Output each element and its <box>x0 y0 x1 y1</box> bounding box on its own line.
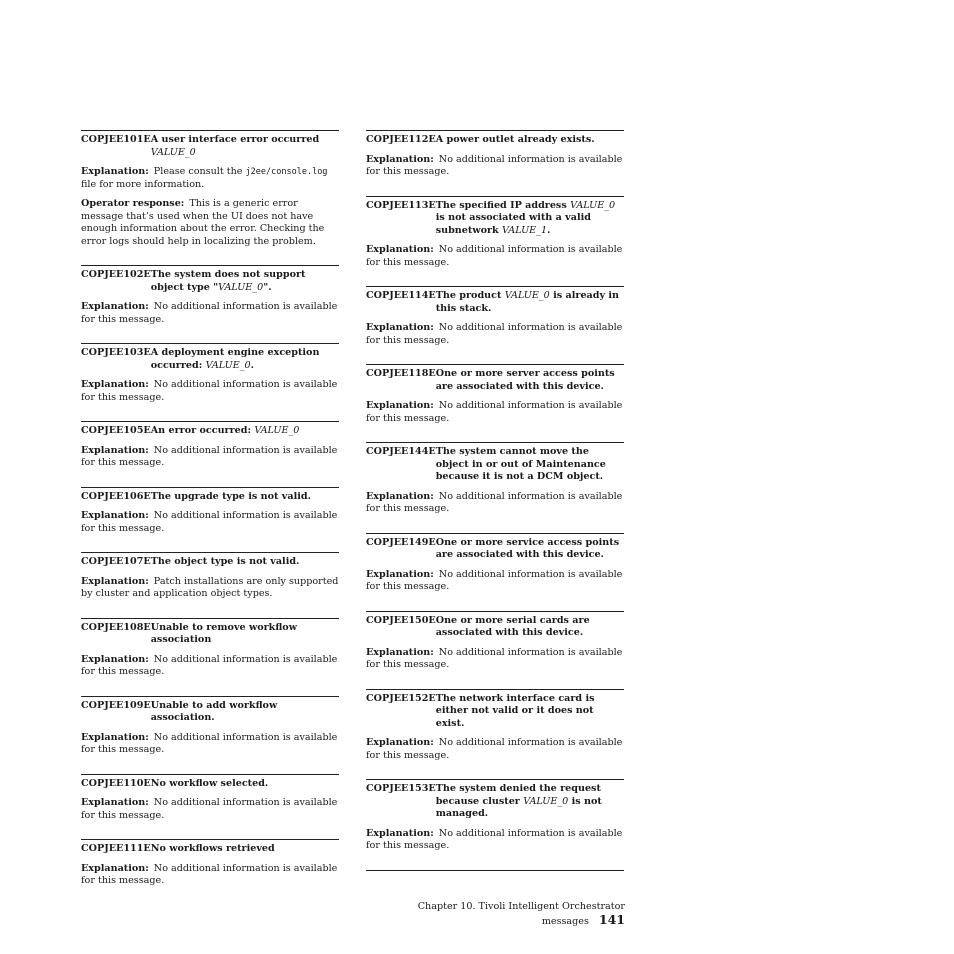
message-entry <box>81 618 339 679</box>
text-segment: No additional information is available for this message. <box>366 646 623 670</box>
variable-placeholder: VALUE_0 <box>254 425 300 436</box>
paragraph-label: Explanation: <box>81 731 149 743</box>
message-title <box>151 491 339 504</box>
text-segment: An error occurred: <box>150 425 255 436</box>
message-title <box>151 843 339 856</box>
text-segment: A user interface error occurred <box>150 134 320 145</box>
text-segment: No additional information is available for this message. <box>366 737 623 761</box>
message-entry <box>81 487 339 536</box>
message-title <box>436 200 624 238</box>
paragraph-label: Explanation: <box>366 244 434 255</box>
message-paragraph <box>366 491 624 516</box>
text-segment: No additional information is available for this message. <box>81 862 338 886</box>
message-header <box>81 778 339 791</box>
text-segment: ". <box>263 281 272 293</box>
paragraph-label: Explanation: <box>81 444 149 456</box>
message-entry <box>366 196 624 270</box>
text-segment: No additional information is available for this message. <box>81 510 338 534</box>
text-segment: No additional information is available for this message. <box>366 490 623 514</box>
message-paragraph <box>366 647 624 672</box>
message-paragraph <box>366 244 624 269</box>
text-segment: No workflows retrieved <box>150 843 275 854</box>
message-header <box>81 134 339 159</box>
message-id: COPJEE108E <box>81 621 151 633</box>
message-header <box>366 446 624 484</box>
text-segment: The system denied the request because cluster <box>435 783 601 807</box>
message-entry <box>366 611 624 672</box>
message-header <box>366 537 624 562</box>
message-paragraph <box>366 737 624 762</box>
message-id: COPJEE109E <box>81 699 151 711</box>
message-paragraph <box>81 510 339 535</box>
text-segment: Unable to add workflow association. <box>150 699 278 723</box>
paragraph-label: Explanation: <box>81 653 149 665</box>
text-segment: No additional information is available for this message. <box>81 731 338 755</box>
text-segment: . <box>250 359 254 371</box>
text-segment: The specified IP address <box>435 199 571 211</box>
text-segment: One or more server access points are associated with this device. <box>435 368 615 392</box>
text-segment: No additional information is available for this message. <box>81 444 338 468</box>
text-segment: No additional information is available for this message. <box>366 322 623 346</box>
paragraph-label: Explanation: <box>81 575 149 587</box>
message-header <box>81 556 339 569</box>
text-segment: No additional information is available for this message. <box>366 827 623 851</box>
footer-chapter: Chapter 10. Tivoli Intelligent Orchestrator messages <box>417 901 625 927</box>
message-entry <box>366 689 624 763</box>
message-header <box>81 843 339 856</box>
message-entry <box>81 265 339 326</box>
message-entry <box>81 696 339 757</box>
message-title <box>436 290 624 315</box>
message-header <box>81 269 339 294</box>
paragraph-label: Explanation: <box>366 322 434 333</box>
text-segment: The object type is not valid. <box>150 556 300 567</box>
text-segment: file for more information. <box>81 178 205 190</box>
text-segment: A power outlet already exists. <box>435 134 595 145</box>
paragraph-label: Explanation: <box>81 166 149 177</box>
message-entry <box>81 839 339 888</box>
variable-placeholder: VALUE_0 <box>570 199 616 211</box>
message-title <box>151 347 339 372</box>
message-entry <box>366 533 624 594</box>
message-title <box>151 622 339 647</box>
message-header <box>366 200 624 238</box>
message-entry <box>81 774 339 823</box>
paragraph-label: Explanation: <box>366 490 434 502</box>
message-title <box>436 368 624 393</box>
message-paragraph <box>81 198 339 248</box>
message-title <box>151 425 339 438</box>
message-entry <box>81 552 339 601</box>
paragraph-label: Explanation: <box>366 153 434 165</box>
message-header <box>81 425 339 438</box>
message-title <box>151 700 339 725</box>
message-id: COPJEE118E <box>366 368 436 379</box>
paragraph-label: Explanation: <box>366 827 434 839</box>
message-header <box>366 134 624 147</box>
message-title <box>436 783 624 821</box>
message-title <box>436 446 624 484</box>
message-title <box>151 778 339 791</box>
message-paragraph <box>366 828 624 853</box>
paragraph-label: Explanation: <box>81 379 149 390</box>
message-paragraph <box>366 569 624 594</box>
message-id: COPJEE106E <box>81 490 151 502</box>
message-entry <box>366 442 624 516</box>
message-id: COPJEE111E <box>81 843 151 854</box>
message-id: COPJEE153E <box>366 783 436 794</box>
text-segment: The product <box>435 290 505 301</box>
message-title <box>151 269 339 294</box>
message-title <box>436 537 624 562</box>
text-segment: No additional information is available for this message. <box>366 400 623 424</box>
paragraph-label: Explanation: <box>81 301 149 312</box>
variable-placeholder: VALUE_0 <box>218 281 264 293</box>
message-entry <box>81 130 339 248</box>
paragraph-label: Explanation: <box>366 400 434 411</box>
variable-placeholder: VALUE_0 <box>504 290 550 301</box>
message-id: COPJEE114E <box>366 290 436 301</box>
paragraph-label: Explanation: <box>81 510 149 521</box>
text-segment: One or more serial cards are associated with this device. <box>435 614 590 638</box>
text-segment: No additional information is available for this message. <box>366 153 623 177</box>
variable-placeholder: VALUE_0 <box>523 795 569 807</box>
message-paragraph <box>81 576 339 601</box>
text-segment: No additional information is available for this message. <box>81 301 338 325</box>
column-end-rule <box>366 870 624 871</box>
message-entry <box>81 343 339 404</box>
left-column <box>81 130 339 905</box>
message-id: COPJEE113E <box>366 199 436 211</box>
message-title <box>436 134 624 147</box>
message-paragraph <box>81 379 339 404</box>
message-header <box>81 622 339 647</box>
message-title <box>436 693 624 731</box>
message-entry <box>366 779 624 853</box>
text-segment: No additional information is available for this message. <box>366 568 623 592</box>
text-segment: The network interface card is either not valid or it does not exist. <box>435 692 595 729</box>
message-header <box>81 491 339 504</box>
paragraph-label: Explanation: <box>366 646 434 658</box>
paragraph-label: Operator response: <box>81 198 185 209</box>
message-entry <box>366 130 624 179</box>
text-segment: No additional information is available for this message. <box>81 653 338 677</box>
message-paragraph <box>366 400 624 425</box>
message-header <box>366 783 624 821</box>
text-segment: Unable to remove workflow association <box>150 621 297 645</box>
message-id: COPJEE101E <box>81 134 151 145</box>
text-segment: A deployment engine exception occurred: <box>150 347 320 371</box>
message-paragraph <box>366 154 624 179</box>
variable-placeholder: VALUE_1 <box>502 224 548 236</box>
text-segment: No additional information is available for this message. <box>81 797 338 821</box>
text-segment: No additional information is available for this message. <box>366 244 623 268</box>
paragraph-label: Explanation: <box>366 568 434 580</box>
message-paragraph <box>81 797 339 822</box>
message-header <box>81 347 339 372</box>
text-segment: No workflow selected. <box>150 777 269 789</box>
text-segment: No additional information is available for this message. <box>81 379 338 403</box>
text-segment: This is a generic error message that’s used when the UI does not have enough information about the error. Checking the error logs should help in localizing the problem. <box>81 198 325 247</box>
message-title <box>436 615 624 640</box>
message-paragraph <box>81 654 339 679</box>
message-id: COPJEE105E <box>81 425 151 436</box>
message-id: COPJEE103E <box>81 347 151 358</box>
variable-placeholder: VALUE_0 <box>150 146 196 158</box>
text-segment: The upgrade type is not valid. <box>150 490 311 502</box>
message-title <box>151 556 339 569</box>
text-segment: One or more service access points are associated with this device. <box>435 536 620 560</box>
message-paragraph <box>81 166 339 191</box>
message-id: COPJEE149E <box>366 536 436 548</box>
message-entry <box>81 421 339 470</box>
message-entry <box>366 286 624 347</box>
message-id: COPJEE102E <box>81 269 151 280</box>
text-segment: Patch installations are only supported by cluster and application object types. <box>81 575 339 599</box>
page-number: 141 <box>598 912 625 927</box>
message-paragraph <box>366 322 624 347</box>
message-title <box>151 134 339 159</box>
message-id: COPJEE152E <box>366 692 436 704</box>
message-id: COPJEE110E <box>81 777 151 789</box>
message-paragraph <box>81 863 339 888</box>
text-segment: is not managed. <box>435 795 602 819</box>
text-segment: is already in this stack. <box>435 290 620 314</box>
message-id: COPJEE107E <box>81 556 151 567</box>
message-id: COPJEE150E <box>366 614 436 626</box>
message-header <box>366 290 624 315</box>
message-paragraph <box>81 301 339 326</box>
text-segment: The system cannot move the object in or out of Maintenance because it is not a DCM object. <box>435 446 606 482</box>
message-header <box>366 368 624 393</box>
message-header <box>366 615 624 640</box>
page-footer <box>381 901 625 927</box>
message-paragraph <box>81 445 339 470</box>
paragraph-label: Explanation: <box>366 737 434 748</box>
paragraph-label: Explanation: <box>81 862 149 874</box>
message-id: COPJEE112E <box>366 134 436 145</box>
right-column <box>366 130 624 871</box>
message-paragraph <box>81 732 339 757</box>
paragraph-label: Explanation: <box>81 797 149 808</box>
text-segment: is not associated with a valid subnetwork <box>435 212 591 236</box>
text-segment: . <box>547 224 551 236</box>
text-segment: Please consult the <box>153 166 246 177</box>
file-path: j2ee/console.log <box>245 167 328 177</box>
text-segment: The system does not support object type " <box>150 269 306 293</box>
variable-placeholder: VALUE_0 <box>205 359 251 371</box>
message-entry <box>366 364 624 425</box>
message-header <box>366 693 624 731</box>
message-header <box>81 700 339 725</box>
message-id: COPJEE144E <box>366 446 436 457</box>
